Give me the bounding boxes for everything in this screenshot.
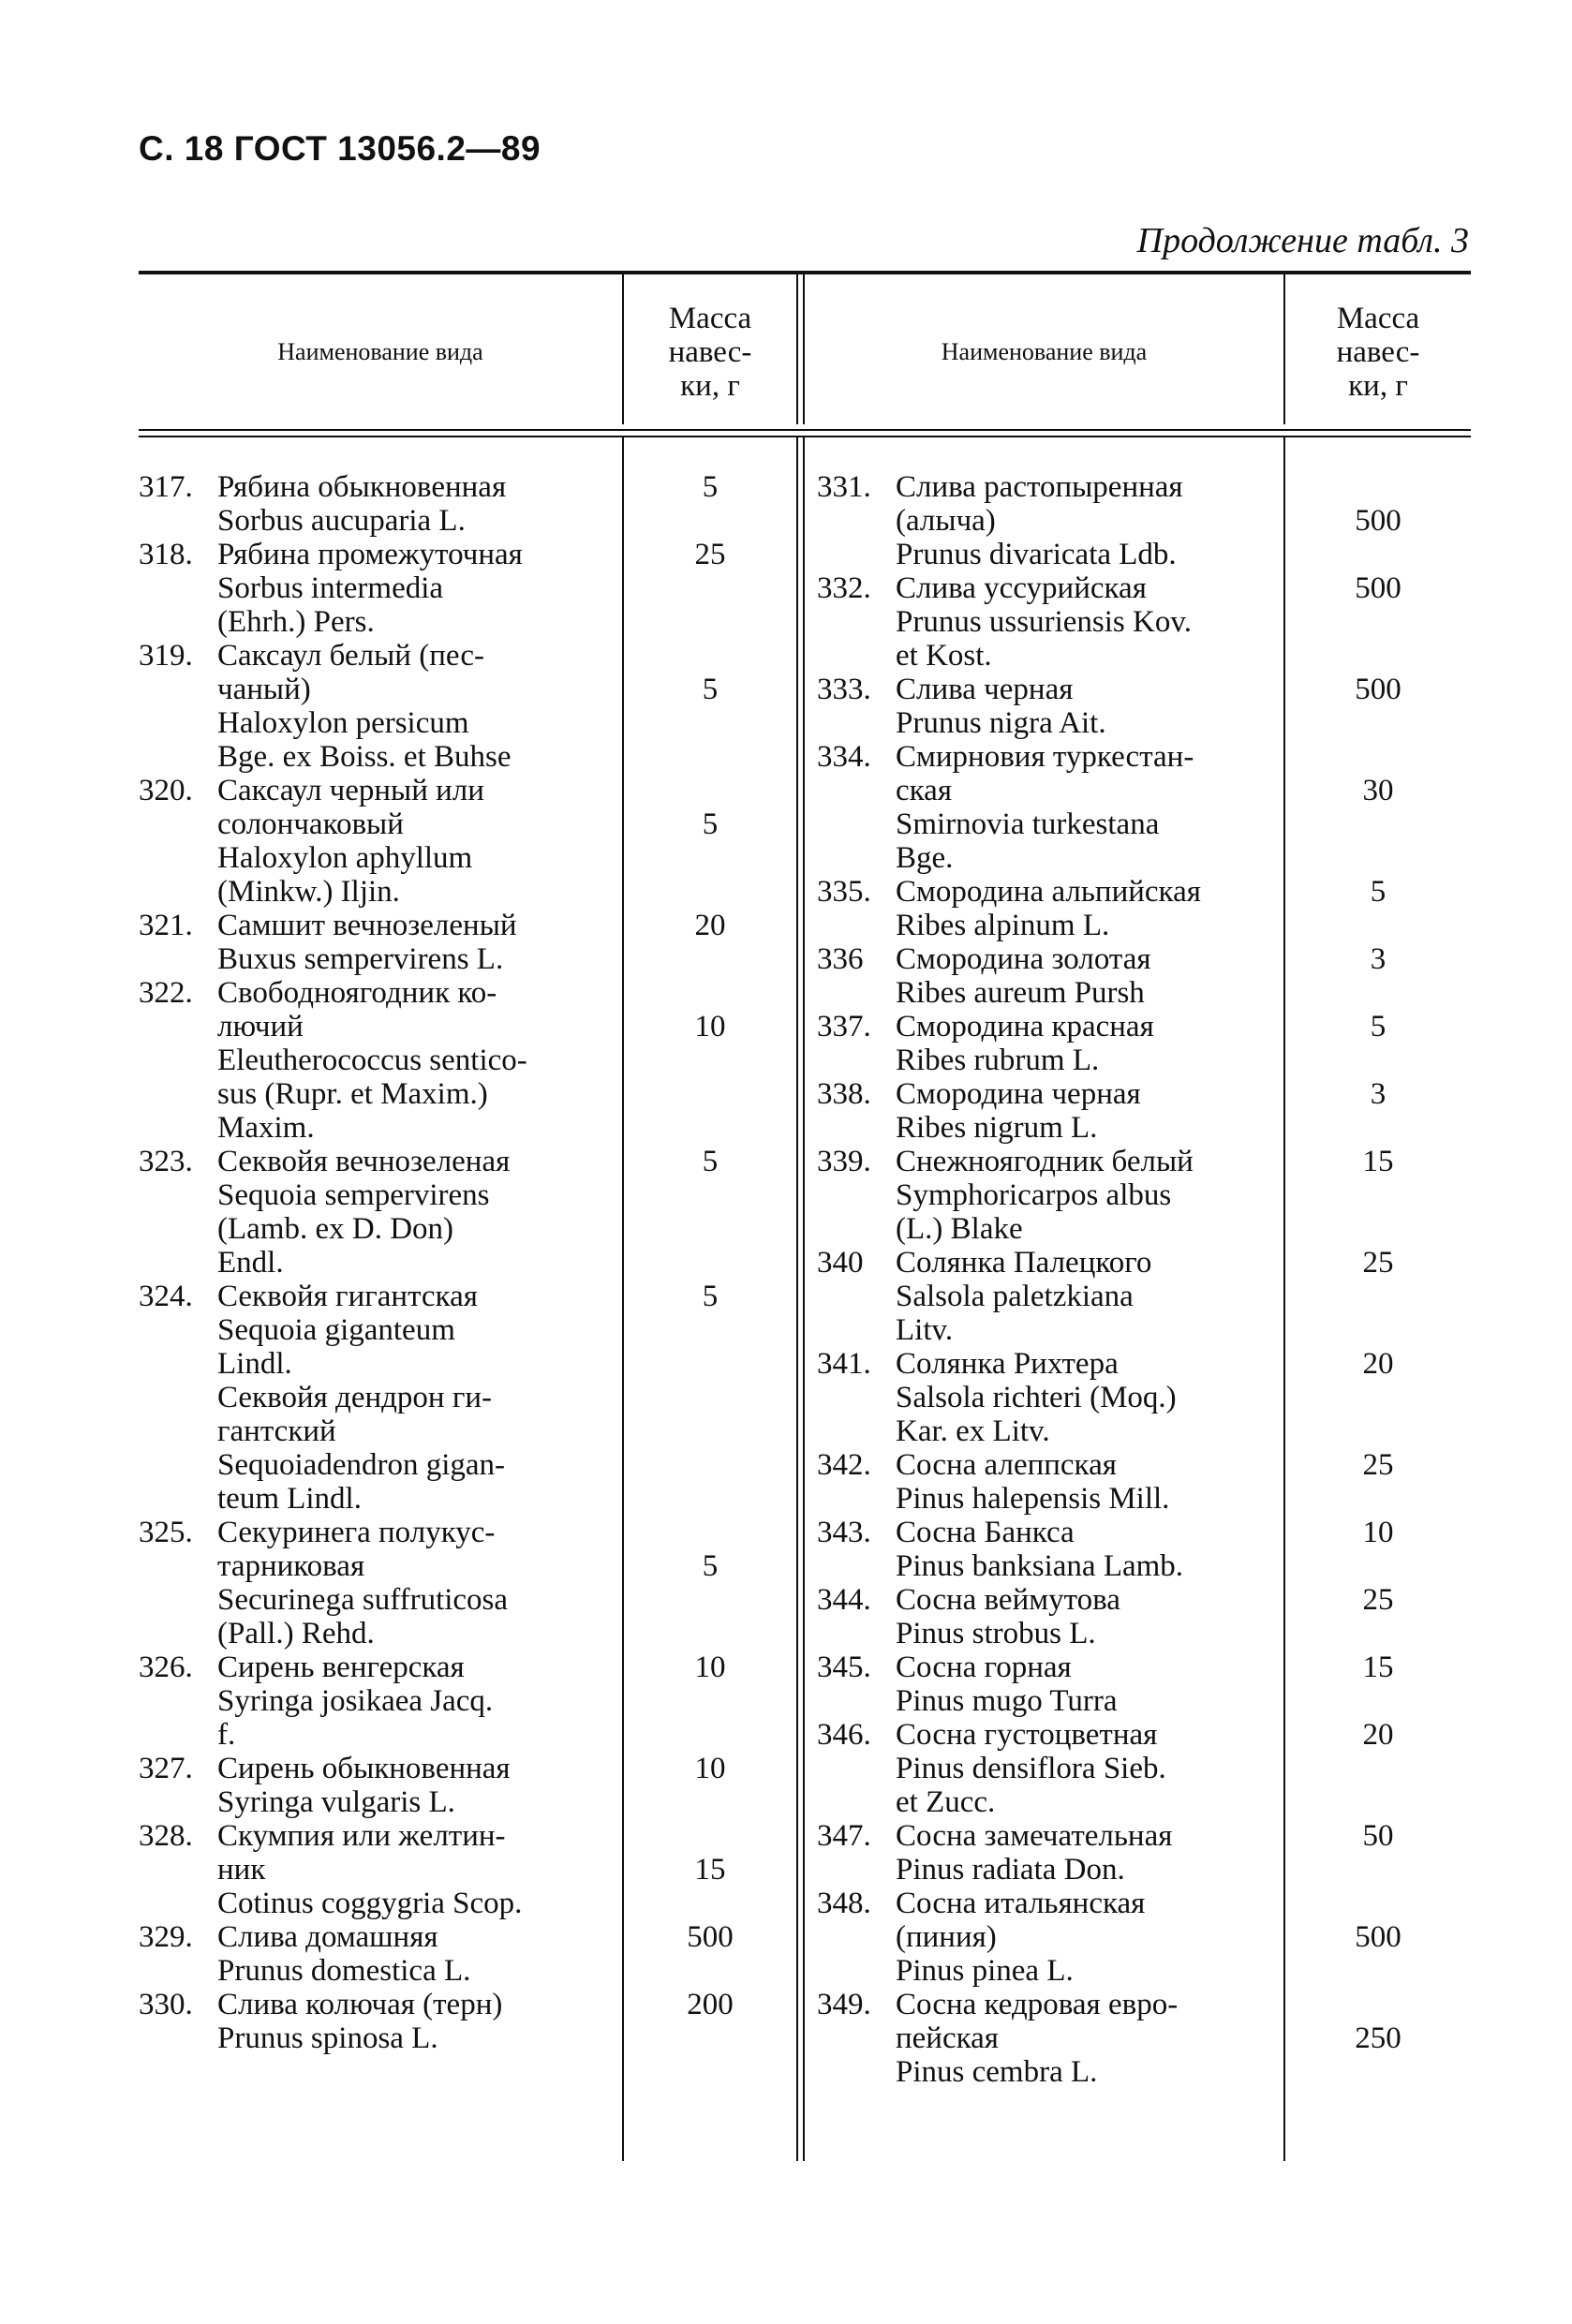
entry-name: [896, 1887, 1274, 1988]
entry-number: 317.: [139, 470, 193, 504]
species-entry: [139, 1988, 596, 2055]
entry-name-line: Смородина черная: [896, 1077, 1141, 1111]
entry-name-line: лючий: [217, 1010, 304, 1044]
species-entry: [817, 571, 1274, 673]
table-continuation-label: Продолжение табл. 3: [1136, 221, 1469, 260]
entry-name-line: Smirnovia turkestana: [896, 807, 1160, 841]
column-header-mass-left: Масса навес- ки, г: [668, 301, 752, 403]
entry-name-line: Слива уссурийская: [896, 571, 1147, 605]
page-header: С. 18 ГОСТ 13056.2—89: [139, 129, 541, 168]
entry-name-line: Salsola richteri (Moq.): [896, 1381, 1177, 1414]
species-entry: [139, 774, 596, 909]
entry-name: [217, 1920, 596, 1988]
entry-name-line: Sequoia giganteum: [217, 1313, 455, 1347]
entry-name-line: Смородина альпийская: [896, 875, 1201, 909]
entry-name: [896, 1246, 1274, 1347]
entry-name-line: Syringa josikaea Jacq.: [217, 1684, 494, 1718]
entry-number: 333.: [817, 673, 871, 706]
entry-name-line: Слива колючая (терн): [217, 1988, 503, 2021]
header-bottom-rule: [139, 429, 1471, 431]
entry-name: [896, 1145, 1274, 1246]
entry-name-line: солончаковый: [217, 807, 404, 841]
species-entry: [139, 1752, 596, 1819]
column-header-name-left: Наименование вида: [277, 337, 483, 365]
entry-number: 349.: [817, 1988, 871, 2021]
entry-name-line: Скумпия или желтин-: [217, 1819, 506, 1853]
entry-name-line: Sequoiadendron gigan-: [217, 1448, 506, 1482]
column-divider-2b-body: [803, 437, 805, 2161]
mass-value: 10: [1362, 1516, 1394, 1549]
entry-name-line: ник: [217, 1853, 266, 1887]
entry-name-line: Bge.: [896, 841, 954, 875]
entry-name-line: Pinus radiata Don.: [896, 1853, 1125, 1887]
entry-name-line: Sorbus aucuparia L.: [217, 504, 466, 538]
entry-name: [217, 976, 596, 1145]
entry-name-line: teum Lindl.: [217, 1482, 362, 1516]
entry-name-line: (L.) Blake: [896, 1212, 1023, 1246]
entry-number: 323.: [139, 1145, 193, 1178]
entry-name: [896, 875, 1274, 942]
entry-name: [896, 1819, 1274, 1887]
entry-name-line: Рябина промежуточная: [217, 538, 523, 571]
entry-name-line: Сосна веймутова: [896, 1583, 1120, 1617]
entry-name-line: Сосна алеппская: [896, 1448, 1117, 1482]
entry-name-line: Prunus divaricata Ldb.: [896, 538, 1177, 571]
species-entry: [139, 1145, 596, 1280]
entry-name: [217, 1988, 596, 2055]
entry-name-line: Смородина красная: [896, 1010, 1154, 1044]
mass-value: 25: [1362, 1246, 1394, 1280]
mass-value: 5: [702, 1280, 719, 1313]
entry-name-line: Слива домашняя: [217, 1920, 438, 1954]
entry-number: 324.: [139, 1280, 193, 1313]
entry-name-line: Ribes aureum Pursh: [896, 976, 1145, 1010]
species-entry: [817, 1010, 1274, 1077]
species-entry: [817, 673, 1274, 740]
species-entry: [139, 1650, 596, 1752]
entry-number: 347.: [817, 1819, 871, 1853]
entry-name-line: Bge. ex Boiss. et Buhse: [217, 740, 512, 774]
entry-name-line: Kar. ex Litv.: [896, 1414, 1050, 1448]
entry-name-line: Сирень обыкновенная: [217, 1752, 511, 1785]
entry-name-line: Сосна горная: [896, 1650, 1072, 1684]
mass-value: 200: [687, 1988, 734, 2021]
column-divider-2: [796, 274, 798, 424]
mass-value: 30: [1362, 774, 1394, 807]
mass-value: 20: [1362, 1347, 1394, 1381]
entry-name-line: Pinus banksiana Lamb.: [896, 1549, 1184, 1583]
entry-name-line: Prunus nigra Ait.: [896, 706, 1106, 740]
species-entry: [139, 1280, 596, 1516]
entry-name-line: ская: [896, 774, 953, 807]
entry-name: [896, 1010, 1274, 1077]
entry-number: 345.: [817, 1650, 871, 1684]
entry-name-line: Секуринега полукус-: [217, 1516, 496, 1549]
entry-name-line: Слива черная: [896, 673, 1074, 706]
entry-name: [896, 942, 1274, 1010]
entry-number: 348.: [817, 1887, 871, 1920]
entry-name-line: Pinus pinea L.: [896, 1954, 1074, 1988]
entry-name-line: Pinus cembra L.: [896, 2055, 1098, 2089]
entry-name: [217, 909, 596, 976]
entry-name-line: Securinega suffruticosa: [217, 1583, 509, 1617]
entry-name: [896, 1448, 1274, 1516]
entry-name-line: Сирень венгерская: [217, 1650, 465, 1684]
entry-name-line: Prunus ussuriensis Kov.: [896, 605, 1192, 639]
species-entry: [817, 1718, 1274, 1819]
species-entry: [817, 1819, 1274, 1887]
mass-value: 5: [702, 1549, 719, 1583]
mass-value: 25: [694, 538, 726, 571]
species-entry: [139, 976, 596, 1145]
species-entry: [139, 1819, 596, 1920]
entry-name: [217, 1650, 596, 1752]
entry-name: [217, 1145, 596, 1280]
entry-name-line: Смородина золотая: [896, 942, 1151, 976]
entry-name: [896, 571, 1274, 673]
entry-number: 326.: [139, 1650, 193, 1684]
entry-name-line: Смирновия туркестан-: [896, 740, 1194, 774]
entry-name-line: (Lamb. ex D. Don): [217, 1212, 454, 1246]
entry-name-line: Litv.: [896, 1313, 954, 1347]
column-divider-2-body: [796, 437, 798, 2161]
entry-number: 319.: [139, 639, 193, 673]
entry-name-line: (Minkw.) Iljin.: [217, 875, 400, 909]
column-header-name-right: Наименование вида: [941, 337, 1148, 365]
entry-name-line: Сосна замечательная: [896, 1819, 1173, 1853]
entry-name-line: Сосна итальянская: [896, 1887, 1146, 1920]
entry-name-line: Salsola paletzkiana: [896, 1280, 1134, 1313]
entry-name: [896, 1077, 1274, 1145]
entry-name-line: Саксаул черный или: [217, 774, 484, 807]
species-entry: [817, 1448, 1274, 1516]
entry-name: [896, 1988, 1274, 2089]
species-entry: [817, 470, 1274, 571]
mass-value: 15: [1362, 1650, 1394, 1684]
mass-value: 10: [694, 1650, 726, 1684]
entry-name-line: Солянка Рихтера: [896, 1347, 1119, 1381]
species-entry: [817, 740, 1274, 875]
header-bottom-rule-2: [139, 436, 1471, 437]
entry-number: 344.: [817, 1583, 871, 1617]
right-species-column: [817, 470, 1274, 2089]
mass-value: 10: [694, 1752, 726, 1785]
entry-name-line: чаный): [217, 673, 311, 706]
entry-number: 318.: [139, 538, 193, 571]
entry-number: 337.: [817, 1010, 871, 1044]
entry-name: [896, 1718, 1274, 1819]
mass-value: 500: [1355, 504, 1401, 538]
entry-name: [217, 538, 596, 639]
species-entry: [817, 1145, 1274, 1246]
entry-name: [217, 1516, 596, 1650]
entry-name-line: Endl.: [217, 1246, 284, 1280]
species-entry: [817, 1077, 1274, 1145]
entry-number: 342.: [817, 1448, 871, 1482]
entry-name-line: Buxus sempervirens L.: [217, 942, 504, 976]
entry-name: [896, 1583, 1274, 1650]
entry-name-line: Pinus strobus L.: [896, 1617, 1096, 1650]
entry-number: 335.: [817, 875, 871, 909]
entry-name-line: Symphoricarpos albus: [896, 1178, 1172, 1212]
entry-number: 325.: [139, 1516, 193, 1549]
entry-name: [217, 639, 596, 774]
entry-number: 336: [817, 942, 864, 976]
entry-name-line: Сосна кедровая евро-: [896, 1988, 1179, 2021]
mass-value: 5: [702, 1145, 719, 1178]
entry-name-line: Слива растопыренная: [896, 470, 1183, 504]
entry-name-line: Секвойя вечнозеленая: [217, 1145, 511, 1178]
entry-number: 327.: [139, 1752, 193, 1785]
entry-name-line: Pinus halepensis Mill.: [896, 1482, 1170, 1516]
entry-name-line: Свободноягодник ко-: [217, 976, 497, 1010]
entry-number: 332.: [817, 571, 871, 605]
entry-name-line: Секвойя гигантская: [217, 1280, 478, 1313]
entry-name-line: Ribes rubrum L.: [896, 1044, 1100, 1077]
entry-name: [217, 1752, 596, 1819]
left-species-column: [139, 470, 596, 2055]
entry-name: [896, 1650, 1274, 1718]
entry-name-line: пейская: [896, 2021, 999, 2055]
entry-number: 329.: [139, 1920, 193, 1954]
entry-name-line: Сосна Банкса: [896, 1516, 1075, 1549]
entry-number: 340: [817, 1246, 864, 1280]
mass-value: 3: [1370, 942, 1387, 976]
species-entry: [139, 1920, 596, 1988]
mass-value: 500: [1355, 673, 1401, 706]
mass-value: 15: [694, 1853, 726, 1887]
mass-value: 25: [1362, 1583, 1394, 1617]
entry-name-line: Pinus densiflora Sieb.: [896, 1752, 1166, 1785]
entry-number: 330.: [139, 1988, 193, 2021]
entry-name-line: Prunus domestica L.: [217, 1954, 471, 1988]
entry-name: [217, 1280, 596, 1516]
entry-name-line: Maxim.: [217, 1111, 315, 1145]
entry-number: 334.: [817, 740, 871, 774]
entry-name: [217, 774, 596, 909]
entry-name-line: Haloxylon persicum: [217, 706, 469, 740]
mass-value: 15: [1362, 1145, 1394, 1178]
mass-value: 5: [1370, 875, 1387, 909]
entry-name-line: Syringa vulgaris L.: [217, 1785, 455, 1819]
entry-name-line: sus (Rupr. et Maxim.): [217, 1077, 488, 1111]
entry-name-line: (алыча): [896, 504, 996, 538]
mass-value: 5: [1370, 1010, 1387, 1044]
entry-name-line: гантский: [217, 1414, 336, 1448]
mass-value: 3: [1370, 1077, 1387, 1111]
species-entry: [817, 1347, 1274, 1448]
mass-value: 20: [694, 909, 726, 942]
entry-name-line: Cotinus coggygria Scop.: [217, 1887, 523, 1920]
entry-number: 343.: [817, 1516, 871, 1549]
entry-number: 341.: [817, 1347, 871, 1381]
entry-name-line: тарниковая: [217, 1549, 365, 1583]
entry-name-line: Prunus spinosa L.: [217, 2021, 438, 2055]
entry-name-line: Eleutherococcus sentico-: [217, 1044, 527, 1077]
species-entry: [817, 1583, 1274, 1650]
species-entry: [817, 1988, 1274, 2089]
entry-name: [217, 470, 596, 538]
entry-name-line: f.: [217, 1718, 236, 1752]
mass-value: 25: [1362, 1448, 1394, 1482]
entry-name: [896, 470, 1274, 571]
entry-name-line: (Ehrh.) Pers.: [217, 605, 375, 639]
species-entry: [139, 909, 596, 976]
species-entry: [139, 1516, 596, 1650]
entry-number: 322.: [139, 976, 193, 1010]
species-entry: [139, 538, 596, 639]
entry-name: [896, 740, 1274, 875]
entry-name-line: Pinus mugo Turra: [896, 1684, 1118, 1718]
entry-number: 320.: [139, 774, 193, 807]
species-entry: [817, 1887, 1274, 1988]
entry-name: [896, 673, 1274, 740]
mass-value: 500: [687, 1920, 734, 1954]
species-entry: [817, 1246, 1274, 1347]
entry-name: [896, 1347, 1274, 1448]
mass-value: 250: [1355, 2021, 1401, 2055]
species-entry: [817, 942, 1274, 1010]
entry-name-line: Ribes alpinum L.: [896, 909, 1110, 942]
entry-name-line: Haloxylon aphyllum: [217, 841, 473, 875]
entry-number: 331.: [817, 470, 871, 504]
entry-name-line: Sequoia sempervirens: [217, 1178, 490, 1212]
entry-name-line: (пиния): [896, 1920, 997, 1954]
column-header-mass-right: Масса навес- ки, г: [1336, 301, 1420, 403]
species-entry: [139, 639, 596, 774]
entry-name: [217, 1819, 596, 1920]
entry-name-line: Sorbus intermedia: [217, 571, 444, 605]
entry-name-line: et Zucc.: [896, 1785, 996, 1819]
mass-value: 500: [1355, 1920, 1401, 1954]
entry-name-line: Секвойя дендрон ги-: [217, 1381, 493, 1414]
entry-number: 338.: [817, 1077, 871, 1111]
mass-value: 5: [702, 673, 719, 706]
mass-value: 5: [702, 807, 719, 841]
mass-value: 500: [1355, 571, 1401, 605]
entry-number: 346.: [817, 1718, 871, 1752]
entry-name-line: Солянка Палецкого: [896, 1246, 1152, 1280]
entry-name-line: Снежноягодник белый: [896, 1145, 1194, 1178]
species-entry: [817, 875, 1274, 942]
entry-name-line: et Kost.: [896, 639, 992, 673]
entry-number: 321.: [139, 909, 193, 942]
entry-number: 339.: [817, 1145, 871, 1178]
entry-name-line: Ribes nigrum L.: [896, 1111, 1098, 1145]
mass-value: 20: [1362, 1718, 1394, 1752]
species-entry: [817, 1650, 1274, 1718]
entry-name-line: Саксаул белый (пес-: [217, 639, 484, 673]
mass-value: 10: [694, 1010, 726, 1044]
species-entry: [139, 470, 596, 538]
species-entry: [817, 1516, 1274, 1583]
entry-name: [896, 1516, 1274, 1583]
mass-value: 5: [702, 470, 719, 504]
entry-name-line: Рябина обыкновенная: [217, 470, 507, 504]
entry-name-line: Lindl.: [217, 1347, 292, 1381]
mass-value: 50: [1362, 1819, 1394, 1853]
entry-name-line: Самшит вечнозеленый: [217, 909, 517, 942]
entry-number: 328.: [139, 1819, 193, 1853]
entry-name-line: (Pall.) Rehd.: [217, 1617, 375, 1650]
entry-name-line: Сосна густоцветная: [896, 1718, 1158, 1752]
